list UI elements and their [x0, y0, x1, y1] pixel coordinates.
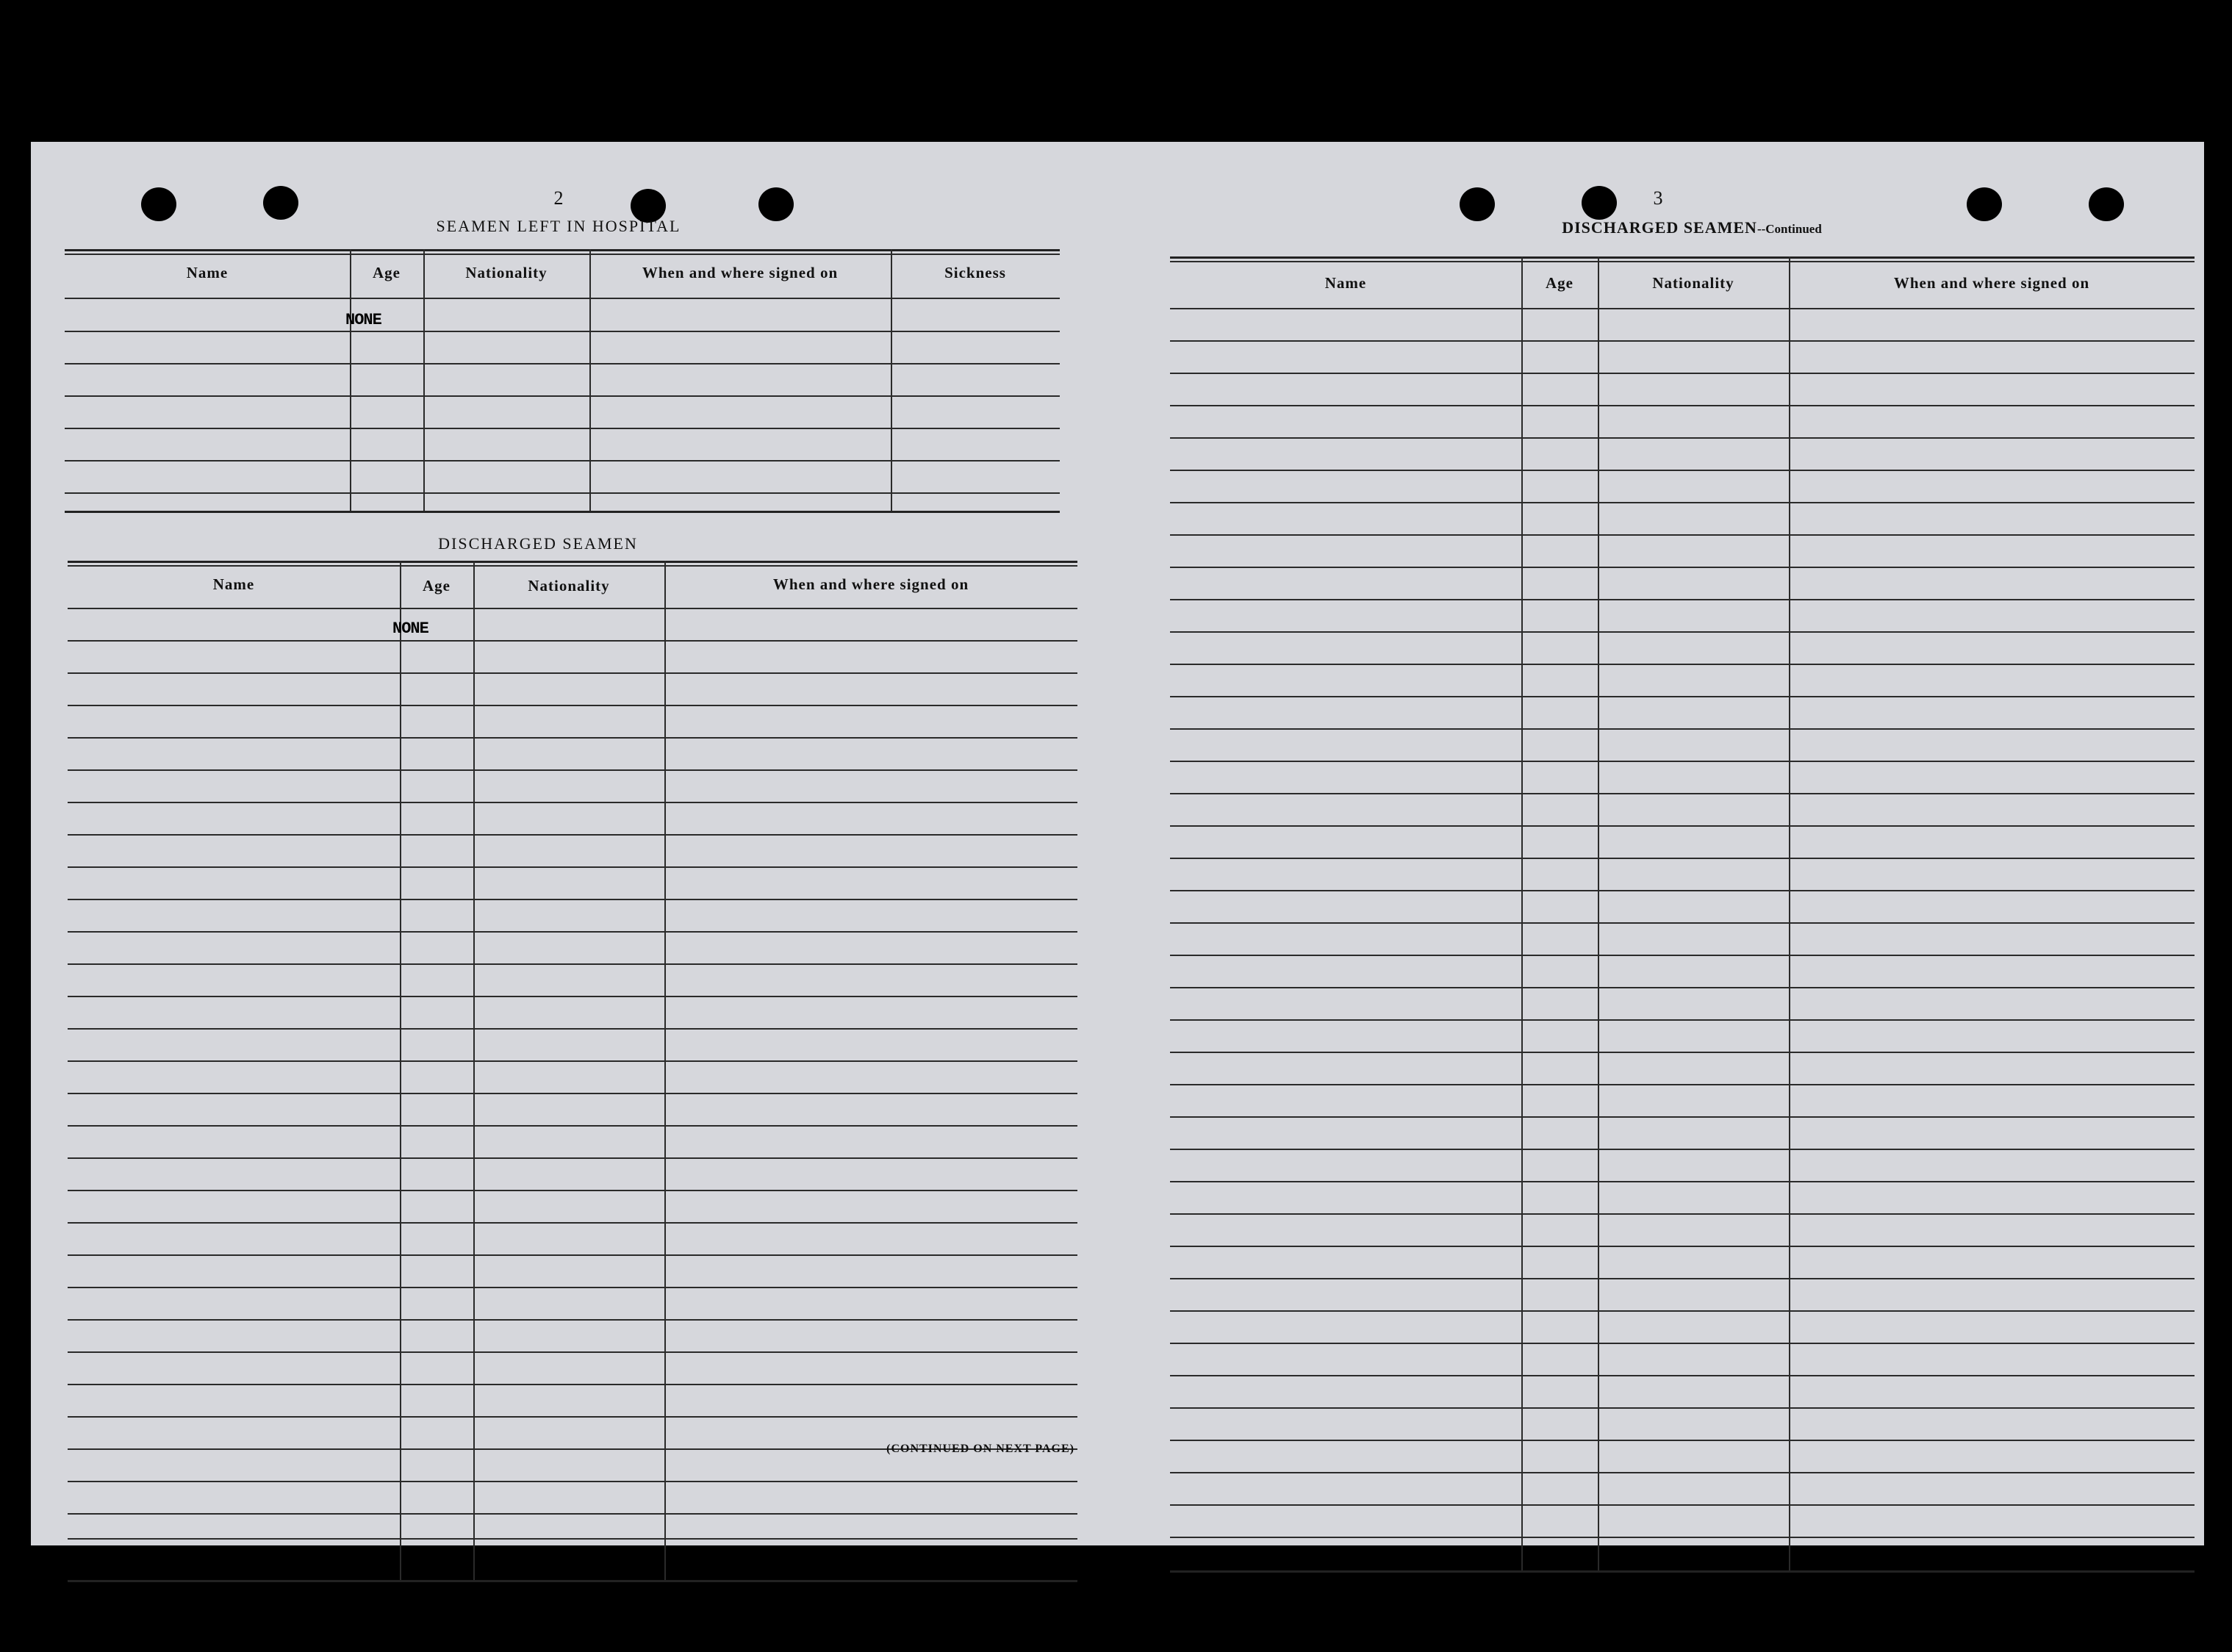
discharged-none-stamp: NONE	[392, 620, 428, 638]
hospital-table	[65, 249, 1060, 515]
manifest-sheet	[31, 142, 2204, 1545]
discharged-col-nationality: Nationality	[528, 577, 610, 595]
hospital-col-name: Name	[186, 264, 229, 281]
punch-hole-icon	[1582, 186, 1617, 220]
right-col-age: Age	[1546, 274, 1573, 292]
hospital-none-stamp: NONE	[345, 311, 381, 329]
discharged-col-signed-on: When and where signed on	[772, 575, 969, 593]
punch-hole-icon	[1967, 187, 2002, 221]
discharged-section-title: DISCHARGED SEAMEN	[438, 534, 638, 553]
right-section-title-text: DISCHARGED SEAMEN	[1562, 218, 1757, 237]
hospital-col-nationality: Nationality	[465, 264, 548, 281]
right-section-title	[1479, 218, 1905, 237]
punch-hole-icon	[2089, 187, 2124, 221]
discharged-table-left	[68, 561, 1077, 1586]
hospital-section-title: SEAMEN LEFT IN HOSPITAL	[436, 217, 681, 235]
punch-hole-icon	[758, 187, 794, 221]
punch-hole-icon	[1460, 187, 1495, 221]
discharged-col-age: Age	[423, 577, 451, 595]
page-number-right: 3	[1653, 187, 1663, 209]
punch-hole-icon	[141, 187, 176, 221]
hospital-col-signed-on: When and where signed on	[642, 264, 839, 281]
punch-hole-icon	[263, 186, 298, 220]
page-number-left: 2	[553, 187, 564, 209]
right-col-name: Name	[1324, 274, 1367, 292]
discharged-col-name: Name	[212, 575, 255, 593]
discharged-table-right	[1170, 256, 2195, 1579]
continued-footer: (CONTINUED ON NEXT PAGE)	[886, 1443, 1074, 1455]
right-col-nationality: Nationality	[1652, 274, 1734, 292]
right-section-title-suffix: --Continued	[1756, 222, 1822, 236]
right-col-signed-on: When and where signed on	[1893, 274, 2090, 292]
hospital-col-age: Age	[373, 264, 401, 281]
hospital-col-sickness: Sickness	[944, 264, 1006, 281]
